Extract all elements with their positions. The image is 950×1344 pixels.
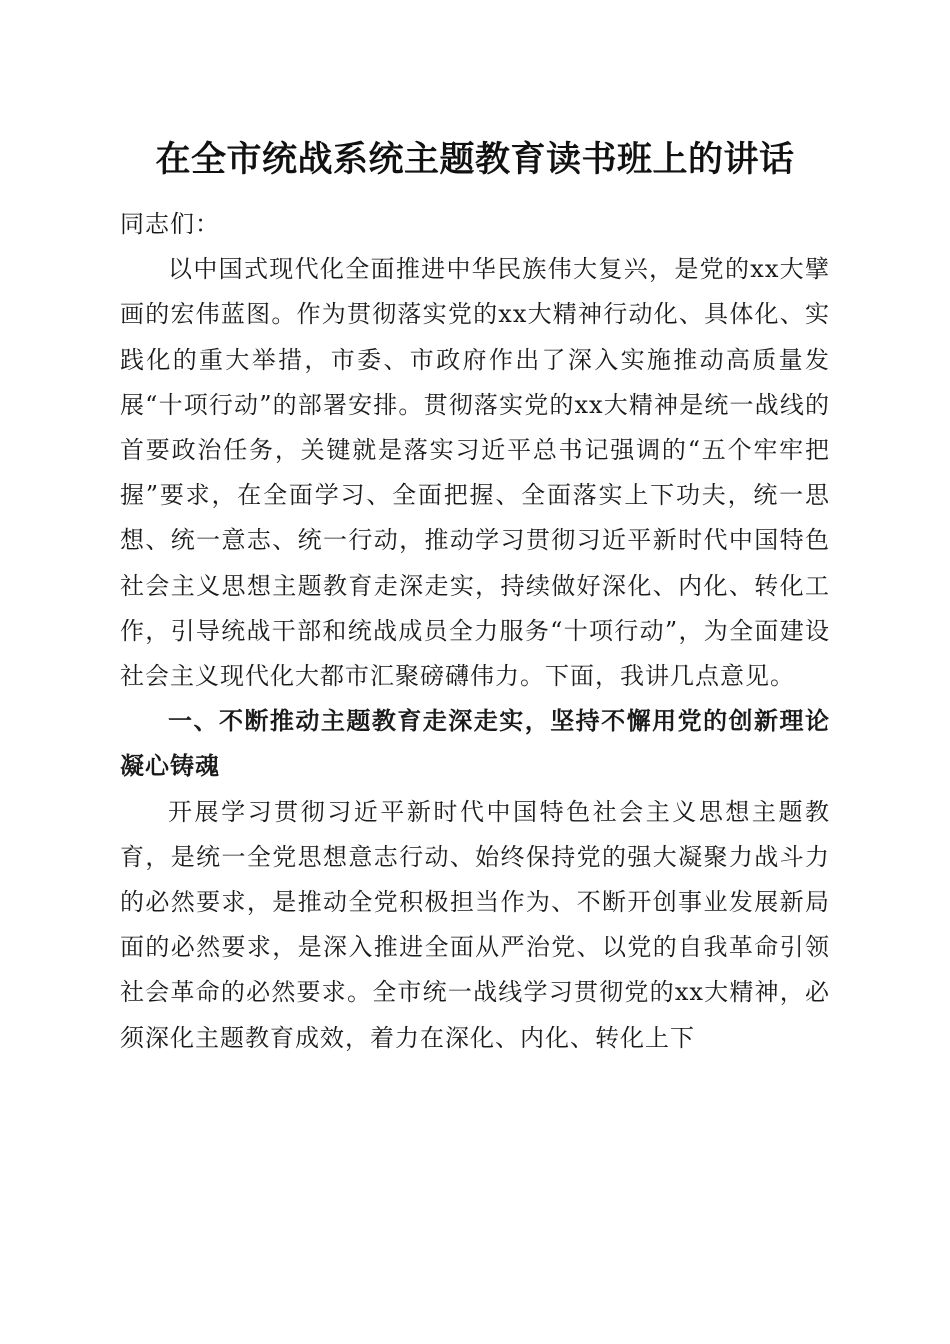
section-paragraph: 开展学习贯彻习近平新时代中国特色社会主义思想主题教育，是统一全党思想意志行动、始终保持党的强大凝聚力战斗力的必然要求，是推动全党积极担当作为、不断开创事业发展新局面的必然要求，是深入推进全面从严治党、以党的自我革命引领社会革命的必然要求。全市统一战线学习贯彻党的xx大精神，必须深化主题教育成效，着力在深化、内化、转化上下 — [120, 797, 830, 1052]
section-heading: 一、不断推动主题教育走深走实，坚持不懈用党的创新理论凝心铸魂 — [120, 707, 830, 781]
intro-paragraph: 以中国式现代化全面推进中华民族伟大复兴，是党的xx大擘画的宏伟蓝图。作为贯彻落实党的xx大精神行动化、具体化、实践化的重大举措，市委、市政府作出了深入实施推动高质量发展“十项行动”的部署安排。贯彻落实党的xx大精神是统一战线的首要政治任务，关键就是落实习近平总书记强调的“五个牢牢把握”要求，在全面学习、全面把握、全面落实上下功夫，统一思想、统一意志、统一行动，推动学习贯彻习近平新时代中国特色社会主义思想主题教育走深走实，持续做好深化、内化、转化工作，引导统战干部和统战成员全力服务“十项行动”，为全面建设社会主义现代化大都市汇聚磅礴伟力。下面，我讲几点意见。 — [120, 255, 830, 691]
document-body — [120, 202, 830, 1061]
salutation: 同志们： — [120, 210, 220, 238]
document-title: 在全市统战系统主题教育读书班上的讲话 — [155, 139, 795, 180]
